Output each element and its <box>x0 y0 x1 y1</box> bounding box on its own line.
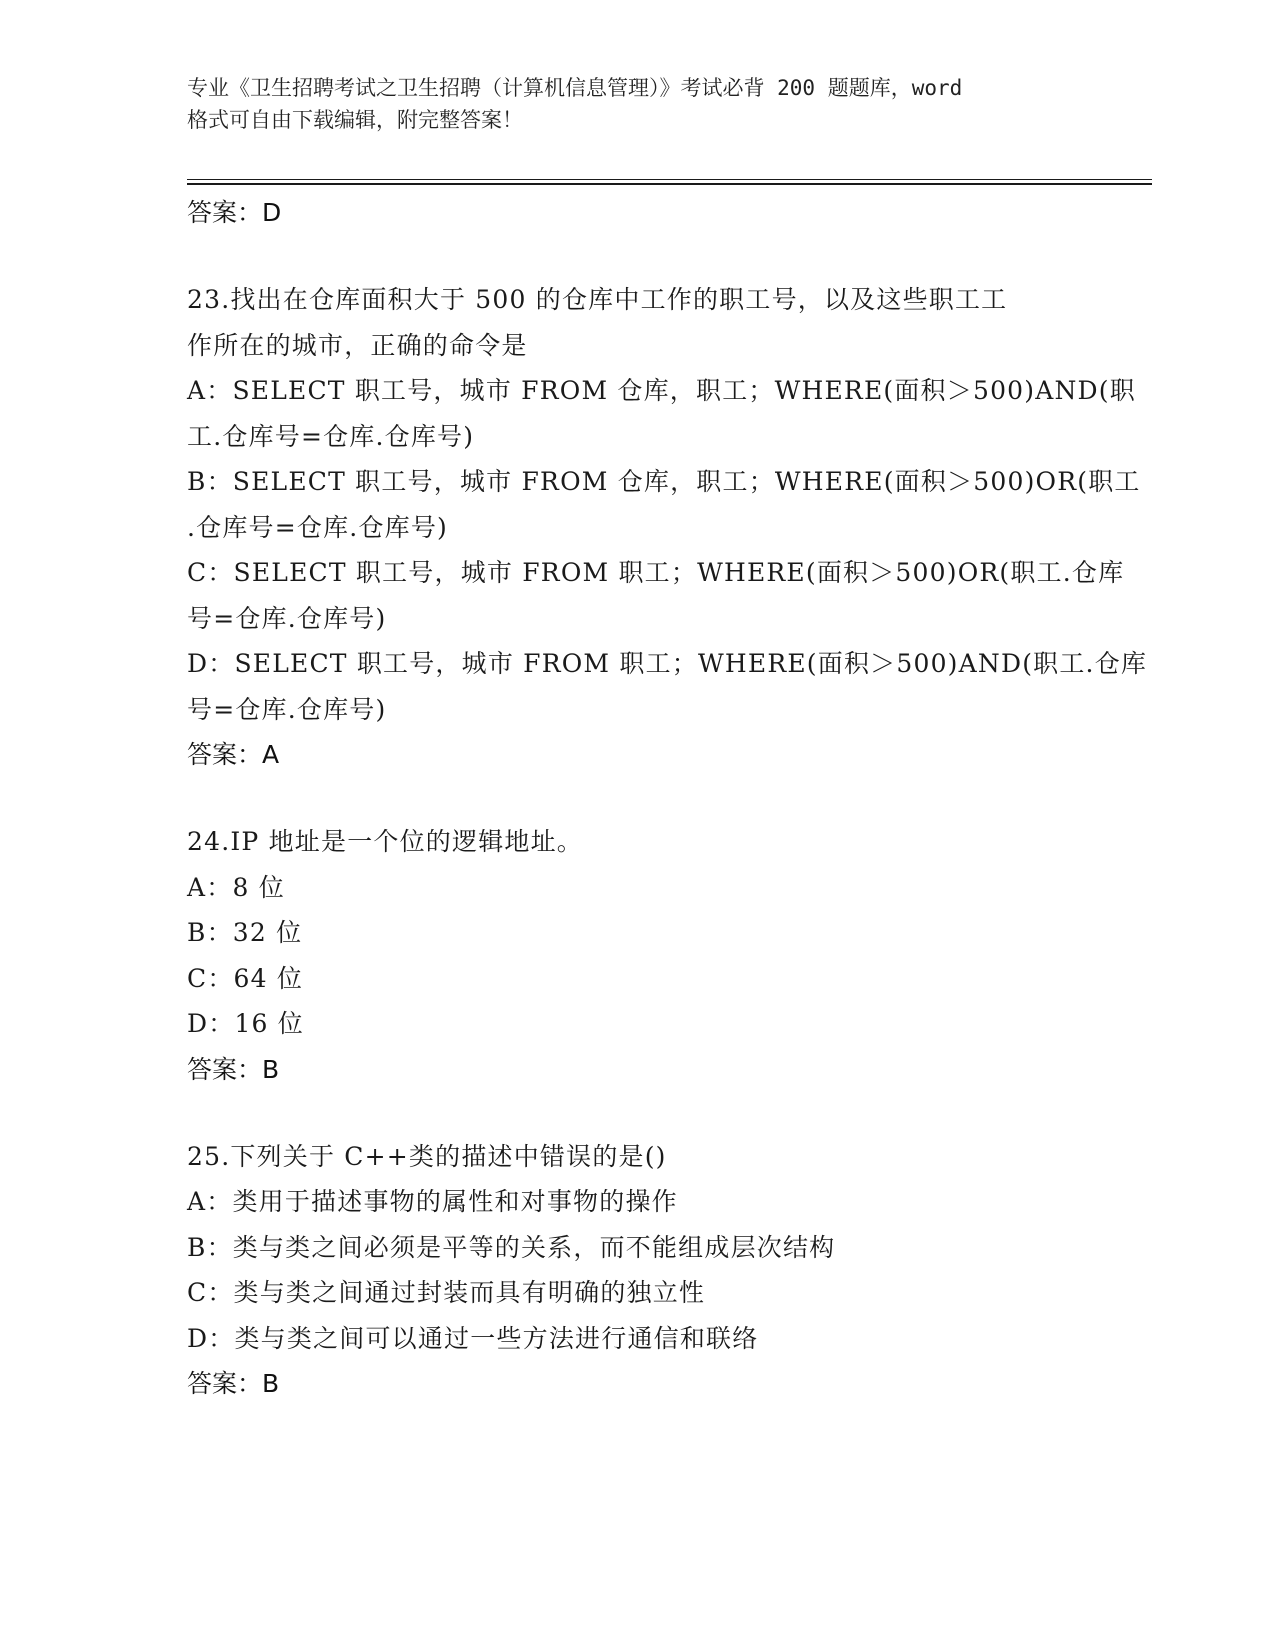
document-header <box>187 72 1087 136</box>
option-b: .仓库号=仓库.仓库号) <box>187 512 448 542</box>
header-line: 格式可自由下载编辑，附完整答案！ <box>187 108 523 132</box>
question-item <box>187 1134 1087 1407</box>
answer-line: 答案：B <box>187 1054 280 1084</box>
header-divider <box>187 179 1152 180</box>
question-stem: 25.下列关于 C++类的描述中错误的是() <box>187 1141 667 1171</box>
option-d: 号=仓库.仓库号) <box>187 694 387 724</box>
question-stem: 24.IP 地址是一个位的逻辑地址。 <box>187 827 584 856</box>
spacer <box>187 1092 1087 1134</box>
option-c: C：64 位 <box>187 963 304 993</box>
option-b: B：SELECT 职工号，城市 FROM 仓库，职工；WHERE(面积＞500)OR(职工 <box>187 467 1141 496</box>
header-line: 专业《卫生招聘考试之卫生招聘（计算机信息管理）》考试必背 200 题题库，word <box>187 76 963 100</box>
option-d: D：16 位 <box>187 1009 305 1038</box>
question-item <box>187 819 1087 1092</box>
spacer <box>187 235 1087 277</box>
option-a: 工.仓库号=仓库.仓库号) <box>187 421 475 451</box>
question-stem: 作所在的城市，正确的命令是 <box>187 330 528 360</box>
option-c: C：类与类之间通过封装而具有明确的独立性 <box>187 1278 706 1307</box>
option-b: B：类与类之间必须是平等的关系，而不能组成层次结构 <box>187 1232 836 1262</box>
spacer <box>187 777 1087 819</box>
option-a: A：类用于描述事物的属性和对事物的操作 <box>187 1187 678 1216</box>
option-b: B：32 位 <box>187 918 303 947</box>
answer-line: 答案：D <box>187 198 282 227</box>
option-d: D：SELECT 职工号，城市 FROM 职工；WHERE(面积＞500)AND(职工.仓库 <box>187 649 1148 678</box>
option-c: C：SELECT 职工号，城市 FROM 职工；WHERE(面积＞500)OR(职工.仓库 <box>187 558 1125 587</box>
option-d: D：类与类之间可以通过一些方法进行通信和联络 <box>187 1323 759 1353</box>
header-divider-thick <box>187 183 1152 185</box>
option-a: A：8 位 <box>187 872 285 902</box>
question-stem: 23.找出在仓库面积大于 500 的仓库中工作的职工号，以及这些职工工 <box>187 285 1008 314</box>
answer-line: 答案：B <box>187 1369 280 1398</box>
option-c: 号=仓库.仓库号) <box>187 603 387 633</box>
option-a: A：SELECT 职工号，城市 FROM 仓库，职工；WHERE(面积＞500)AND(职 <box>187 376 1136 405</box>
question-list <box>187 190 1148 1406</box>
question-item <box>187 277 1148 777</box>
answer-line: 答案：A <box>187 740 280 769</box>
